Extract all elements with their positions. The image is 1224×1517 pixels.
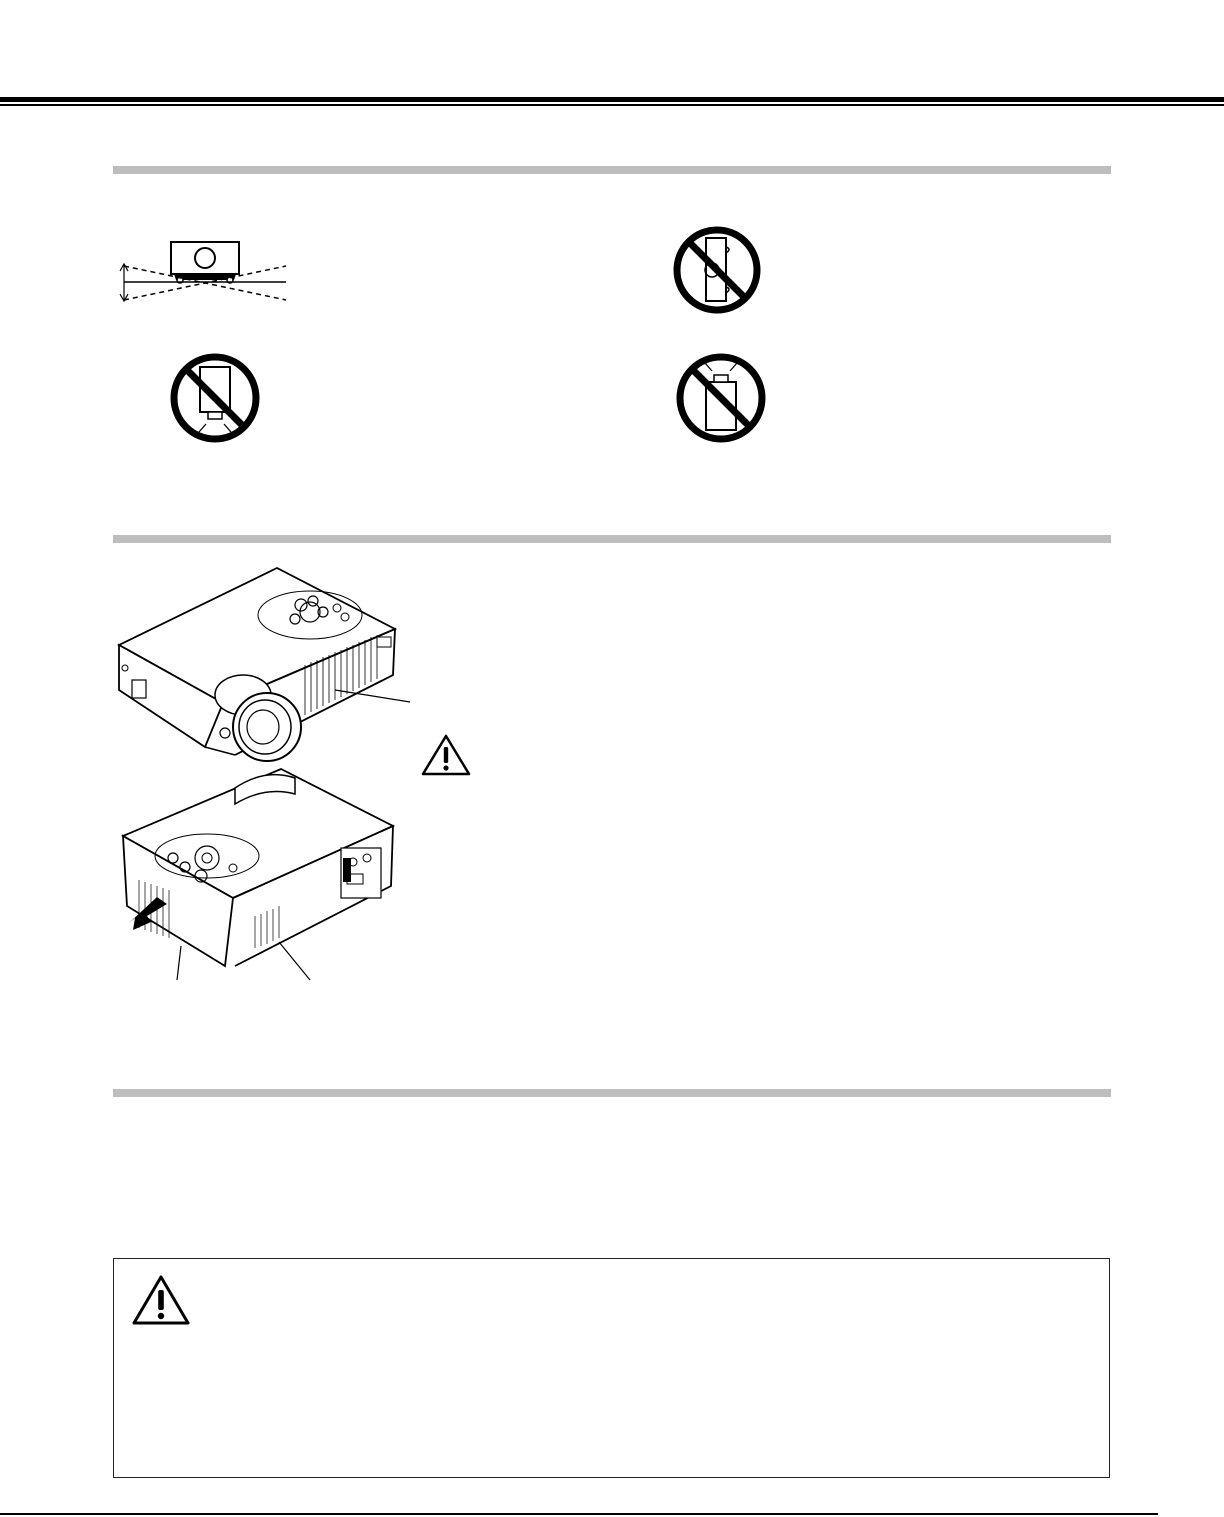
no-upright-lens-down-icon bbox=[169, 352, 261, 444]
projector-tilt-icon bbox=[110, 238, 290, 306]
projector-front-illustration bbox=[105, 565, 415, 770]
section-bar-tilt bbox=[113, 166, 1111, 174]
no-upright-lamp-up-icon bbox=[675, 352, 767, 444]
footer-rule bbox=[0, 1513, 1158, 1515]
section-bar-ventilation bbox=[113, 535, 1111, 543]
projector-rear-illustration bbox=[115, 766, 400, 982]
no-upright-lens-up-icon bbox=[672, 225, 762, 315]
section-bar-moving bbox=[113, 1089, 1111, 1097]
caution-box bbox=[113, 1258, 1110, 1478]
warning-triangle-icon bbox=[420, 733, 472, 777]
header-rule bbox=[0, 97, 1224, 107]
warning-triangle-icon bbox=[131, 1274, 191, 1326]
